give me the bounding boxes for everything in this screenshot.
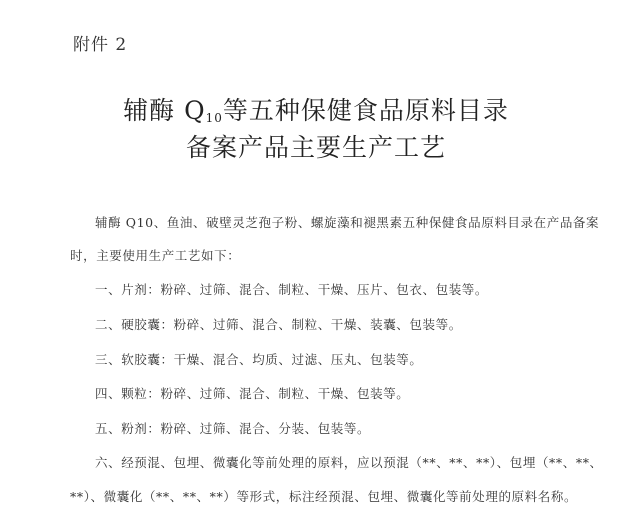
process-item-pretreatment-line1: 六、经预混、包埋、微囊化等前处理的原料，应以预混（**、**、**）、包埋（**、**、 — [95, 455, 603, 470]
title-text-post: 等五种保健食品原料目录 — [222, 96, 509, 125]
title-text-pre: 辅酶 Q — [123, 96, 206, 125]
process-item-soft-capsule: 三、软胶囊：干燥、混合、均质、过滤、压丸、包装等。 — [95, 352, 423, 367]
document-title-line1 — [0, 91, 632, 127]
intro-paragraph-line2: 时，主要使用生产工艺如下： — [70, 248, 241, 263]
process-item-hard-capsule: 二、硬胶囊：粉碎、过筛、混合、制粒、干燥、装囊、包装等。 — [95, 317, 462, 332]
process-item-pretreatment-line2: **）、微囊化（**、**、**）等形式，标注经预混、包埋、微囊化等前处理的原料名称。 — [70, 489, 578, 504]
process-item-granule: 四、颗粒：粉碎、过筛、混合、制粒、干燥、包装等。 — [95, 386, 410, 401]
document-title-line2: 备案产品主要生产工艺 — [185, 133, 446, 162]
attachment-label: 附件 2 — [73, 35, 128, 55]
intro-paragraph-line1: 辅酶 Q10、鱼油、破壁灵芝孢子粉、螺旋藻和褪黑素五种保健食品原料目录在产品备案 — [95, 215, 600, 230]
process-item-tablet: 一、片剂：粉碎、过筛、混合、制粒、干燥、压片、包衣、包装等。 — [95, 282, 489, 297]
title-subscript: 10 — [205, 111, 223, 125]
process-item-powder: 五、粉剂：粉碎、过筛、混合、分装、包装等。 — [95, 421, 371, 436]
